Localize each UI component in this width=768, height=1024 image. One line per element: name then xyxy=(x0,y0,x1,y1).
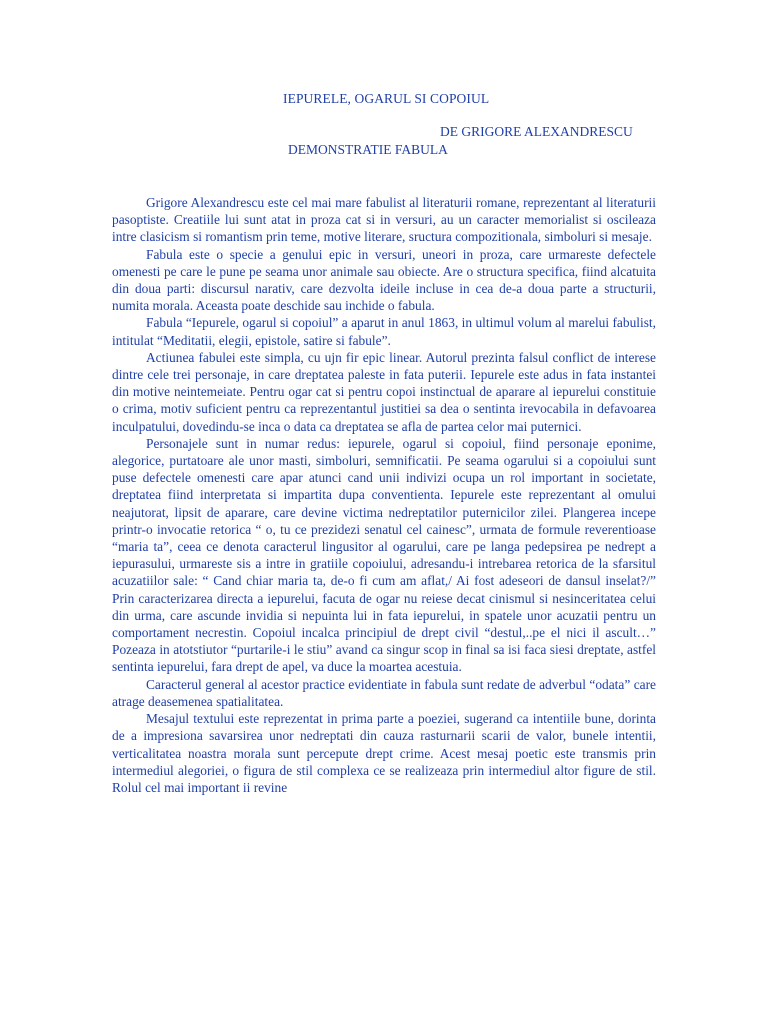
paragraph-action: Actiunea fabulei este simpla, cu ujn fir epic linear. Autorul prezinta falsul conflict de interese dintre cele trei personaje, in care dreptatea paleste in fata puterii. Iepurele este adus in fata instantei din motive neintemeiate. Pentru ogar cat si pentru copoi instinctual de aparare al iepurelui constituie o crima, motiv suficient pentru ca reprezentantul justitiei sa dea o sentinta irevocabila in defavoarea inculpatului, dovedindu-se inca o data ca dreptatea se afla de partea celor mai puternici. xyxy=(112,349,656,434)
paragraph-message: Mesajul textului este reprezentat in prima parte a poeziei, sugerand ca intentiile bune, dorinta de a impresiona savarsirea unor nedreptati din cauza rasturnarii scarii de valor, bunele intentii, verticalitatea noastra morala sunt percepute drept crime. Acest mesaj poetic este transmis prin intermediul alegoriei, o figura de stil complexa ce se realizeaza prin intermediul altor figure de stil. Rolul cel mai important ii revine xyxy=(112,711,656,795)
document-author: DE GRIGORE ALEXANDRESCU xyxy=(440,124,633,139)
document-body xyxy=(112,194,656,796)
paragraph-characters: Personajele sunt in numar redus: iepurele, ogarul si copoiul, fiind personaje eponime, alegorice, purtatoare ale unor masti, simboluri, semnificatii. Pe seama ogarului si a copoiului sunt puse defectele omenesti care apar atunci cand unii indivizi ocupa un rol important in societate, dreptatea fiind interpretata si impartita dupa conventienta. Iepurele este reprezentant al omului neajutorat, lipsit de aparare, care devine victima nedreptatilor puternicilor zilei. Plangerea incepe printr-o invocatie retorica “ o, tu ce prezidezi senatul cel cainesc”, urmata de formule reverentioase “maria ta”, ceea ce denota caracterul lingusitor al ogarului, care pe langa pedepsirea pe nedrept a iepurasului, urmareste sis a intre in gratiile copoiului, adresandu-i intrebarea retorica de la sfarsitul acuzatiilor sale: “ Cand chiar maria ta, de-o fi cum am aflat,/ Ai fost adeseori de dansul inselat?/” Prin caracterizarea directa a iepurelui, facuta de ogar nu reiese decat cinismul si nesinceritatea celui din urma, care ascunde invidia si nepuinta lui in fata iepurelui, in spatele unor acuzatii pentru un comportament necrestin. Copoiul incalca principiul de drept civil “destul,..pe el nici il ascult…” Pozeaza in atotstiutor “purtarile-i le stiu” avand ca singur scop in final sa isi faca siesi dreptate, astfel sentinta iepurelui, fara drept de apel, va duce la moartea acestuia. xyxy=(112,435,656,675)
document-subtitle: DEMONSTRATIE FABULA xyxy=(288,142,448,157)
paragraph-publication: Fabula “Iepurele, ogarul si copoiul” a aparut in anul 1863, in ultimul volum al marelui fabulist, intitulat “Meditatii, elegii, epistole, satire si fabule”. xyxy=(112,315,656,348)
paragraph-intro: Grigore Alexandrescu este cel mai mare fabulist al literaturii romane, reprezentant al literaturii pasoptiste. Creatiile lui sunt atat in proza cat si in versuri, au un caracter memorialist si oscileaza intre clasicism si romantism prin teme, motive literare, sructura compozitionala, simboluri si mesaje. xyxy=(112,195,656,245)
paragraph-fabula-definition: Fabula este o specie a genului epic in versuri, uneori in proza, care urmareste defectele omenesti pe care le pune pe seama unor animale sau obiecte. Are o structura specifica, fiind alcatuita din doua parti: discursul narativ, care dezvolta ideile incluse in cea de-a doua parte a structurii, numita morala. Aceasta poate deschide sau inchide o fabula. xyxy=(112,246,656,314)
document-title: IEPURELE, OGARUL SI COPOIUL xyxy=(283,91,490,106)
paragraph-general-character: Caracterul general al acestor practice evidentiate in fabula sunt redate de adverbul “odata” care atrage deasemenea spatialitatea. xyxy=(112,676,656,709)
